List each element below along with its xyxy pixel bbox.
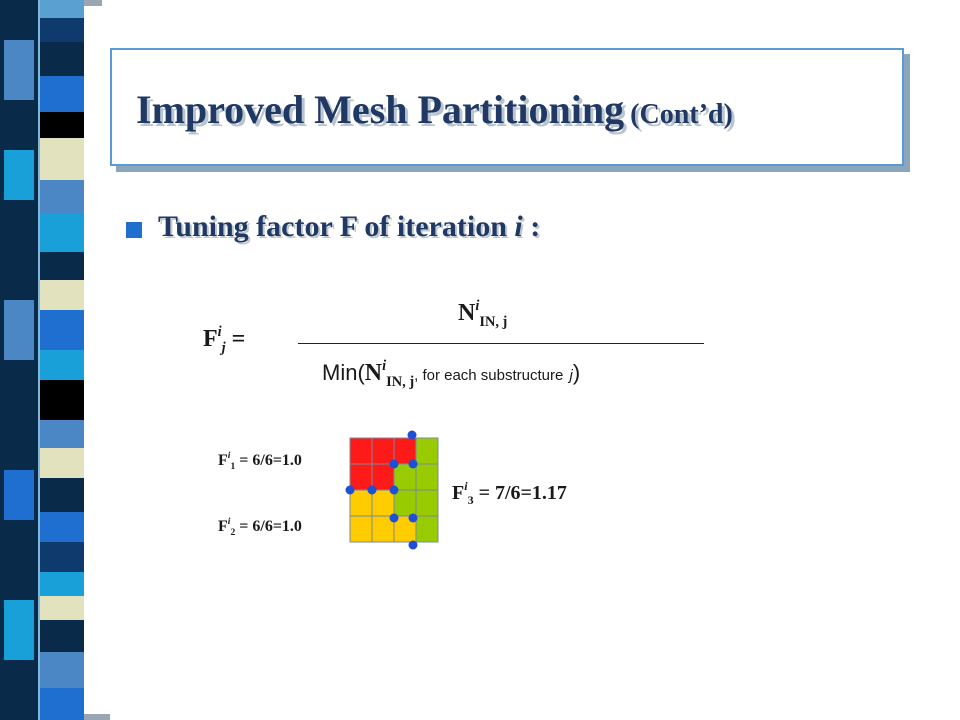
boundary-node: [390, 514, 399, 523]
cell-r2: [372, 490, 394, 516]
f1-base: F: [218, 452, 228, 469]
example-f2: [218, 515, 302, 539]
f3-sup: i: [464, 479, 468, 494]
bullet-variable: i: [514, 210, 523, 243]
slide-title: [136, 86, 733, 133]
f3-value: = 7/6=1.17: [473, 482, 567, 504]
bullet-heading: [158, 210, 540, 244]
f2-value: = 6/6=1.0: [235, 518, 302, 535]
fraction-line: [298, 343, 704, 344]
den-close: ): [572, 360, 581, 385]
cell-r3: [394, 490, 416, 516]
f2-sup: i: [227, 515, 231, 527]
f2-sub: 2: [230, 527, 236, 539]
num-sub: IN, j: [479, 313, 508, 330]
bullet-square-icon: [126, 222, 142, 238]
f3-base: F: [452, 482, 465, 504]
mesh-partition-diagram: [340, 428, 450, 552]
cell-r1: [372, 438, 394, 464]
bullet-text: Tuning factor F of iteration: [158, 210, 507, 243]
den-min: Min(: [322, 360, 365, 385]
lhs-sub: j: [221, 339, 226, 356]
lhs-base: F: [203, 326, 218, 352]
bullet-colon: :: [530, 210, 541, 243]
den-sub: IN, j: [386, 373, 415, 390]
boundary-node: [368, 486, 377, 495]
example-f1: [218, 449, 302, 473]
boundary-node: [409, 541, 418, 550]
den-each: , for each substructure: [414, 367, 564, 384]
formula-numerator: [458, 297, 508, 330]
decorative-stripe-bar: [0, 0, 110, 720]
f1-sub: 1: [230, 461, 236, 473]
boundary-node: [408, 431, 417, 440]
boundary-node: [409, 514, 418, 523]
num-sup: i: [475, 297, 480, 314]
slide-title-main: Improved Mesh Partitioning: [136, 87, 625, 132]
slide-title-suffix: (Cont’d): [630, 99, 733, 130]
den-base: N: [364, 360, 383, 386]
cell-r3: [416, 490, 438, 516]
f1-sup: i: [227, 449, 231, 461]
cell-r2: [350, 490, 372, 516]
den-n: [364, 357, 415, 390]
boundary-node: [390, 486, 399, 495]
formula-denominator: [322, 357, 581, 390]
num-base: N: [458, 300, 476, 326]
cell-r3: [416, 438, 438, 464]
cell-r1: [350, 438, 372, 464]
f3-sub: 3: [467, 493, 474, 507]
f1-value: = 6/6=1.0: [235, 452, 302, 469]
den-sup: i: [382, 357, 387, 374]
cell-r3: [416, 516, 438, 542]
boundary-node: [390, 460, 399, 469]
cell-r1: [372, 464, 394, 490]
boundary-node: [409, 460, 418, 469]
lhs-sup: i: [217, 323, 222, 340]
example-f3: [452, 479, 567, 507]
f2-base: F: [218, 518, 228, 535]
den-j: j: [569, 367, 573, 384]
cell-r1: [350, 464, 372, 490]
formula-lhs: [203, 323, 246, 356]
cell-r2: [350, 516, 372, 542]
boundary-node: [346, 486, 355, 495]
lhs-equals: =: [231, 326, 246, 352]
cell-r3: [416, 464, 438, 490]
